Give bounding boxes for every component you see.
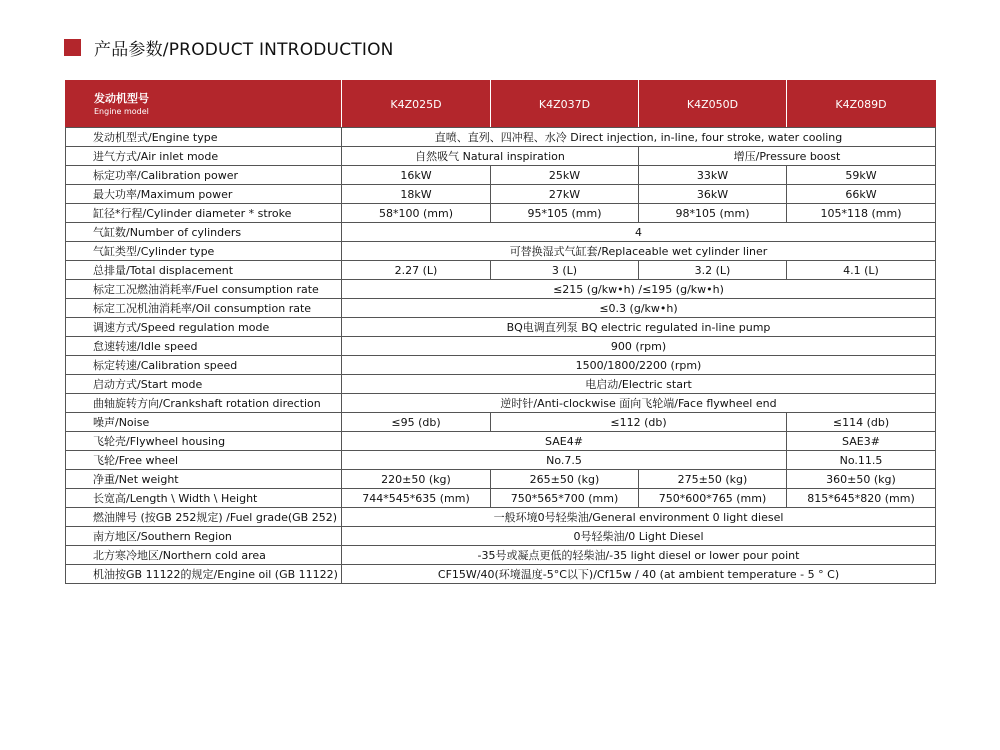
title-marker — [64, 39, 81, 56]
engine-model-label-cn: 发动机型号 — [94, 91, 149, 105]
table-cell: 33kW — [639, 166, 787, 185]
table-row — [66, 546, 936, 565]
table-cell: 275±50 (kg) — [639, 470, 787, 489]
engine-model-label-en: Engine model — [94, 106, 149, 116]
table-cell: No.7.5 — [342, 451, 787, 470]
table-row — [66, 261, 936, 280]
table-cell: 16kW — [342, 166, 491, 185]
page-header — [64, 36, 394, 58]
table-row — [66, 185, 936, 204]
row-label: 飞轮壳/Flywheel housing — [66, 432, 342, 451]
engine-model-header — [66, 81, 342, 128]
table-cell: 一般环境0号轻柴油/General environment 0 light diesel — [342, 508, 936, 527]
table-cell: 增压/Pressure boost — [639, 147, 936, 166]
row-label: 净重/Net weight — [66, 470, 342, 489]
model-column-header: K4Z050D — [639, 81, 787, 128]
row-label: 启动方式/Start mode — [66, 375, 342, 394]
table-row — [66, 299, 936, 318]
table-cell: 自然吸气 Natural inspiration — [342, 147, 639, 166]
spec-table — [65, 80, 936, 584]
table-row — [66, 489, 936, 508]
table-cell: 750*600*765 (mm) — [639, 489, 787, 508]
row-label: 进气方式/Air inlet mode — [66, 147, 342, 166]
table-cell: 4 — [342, 223, 936, 242]
table-cell: ≤95 (db) — [342, 413, 491, 432]
table-row — [66, 166, 936, 185]
table-row — [66, 375, 936, 394]
row-label: 曲轴旋转方向/Crankshaft rotation direction — [66, 394, 342, 413]
table-cell: 27kW — [491, 185, 639, 204]
row-label: 南方地区/Southern Region — [66, 527, 342, 546]
page-title: 产品参数/PRODUCT INTRODUCTION — [94, 39, 394, 60]
table-cell: SAE4# — [342, 432, 787, 451]
row-label: 最大功率/Maximum power — [66, 185, 342, 204]
table-cell: 25kW — [491, 166, 639, 185]
row-label: 总排量/Total displacement — [66, 261, 342, 280]
table-row — [66, 242, 936, 261]
table-cell: 815*645*820 (mm) — [787, 489, 936, 508]
table-cell: ≤0.3 (g/kw•h) — [342, 299, 936, 318]
row-label: 气缸数/Number of cylinders — [66, 223, 342, 242]
spec-table-body — [66, 128, 936, 584]
table-cell: ≤215 (g/kw•h) /≤195 (g/kw•h) — [342, 280, 936, 299]
table-cell: 95*105 (mm) — [491, 204, 639, 223]
table-cell: 36kW — [639, 185, 787, 204]
table-row — [66, 280, 936, 299]
table-cell: 2.27 (L) — [342, 261, 491, 280]
table-row — [66, 413, 936, 432]
row-label: 标定工况燃油消耗率/Fuel consumption rate — [66, 280, 342, 299]
row-label: 气缸类型/Cylinder type — [66, 242, 342, 261]
table-cell: 0号轻柴油/0 Light Diesel — [342, 527, 936, 546]
table-cell: 电启动/Electric start — [342, 375, 936, 394]
table-row — [66, 147, 936, 166]
table-cell: 900 (rpm) — [342, 337, 936, 356]
table-cell: 直喷、直列、四冲程、水冷 Direct injection, in-line, four stroke, water cooling — [342, 128, 936, 147]
table-row — [66, 432, 936, 451]
table-cell: 66kW — [787, 185, 936, 204]
table-cell: 4.1 (L) — [787, 261, 936, 280]
table-cell: 18kW — [342, 185, 491, 204]
table-row — [66, 470, 936, 489]
table-cell: ≤114 (db) — [787, 413, 936, 432]
row-label: 调速方式/Speed regulation mode — [66, 318, 342, 337]
table-cell: 1500/1800/2200 (rpm) — [342, 356, 936, 375]
table-row — [66, 204, 936, 223]
row-label: 燃油牌号 (按GB 252规定) /Fuel grade(GB 252) — [66, 508, 342, 527]
table-row — [66, 356, 936, 375]
table-cell: No.11.5 — [787, 451, 936, 470]
row-label: 飞轮/Free wheel — [66, 451, 342, 470]
table-cell: 可替换湿式气缸套/Replaceable wet cylinder liner — [342, 242, 936, 261]
table-row — [66, 451, 936, 470]
table-cell: 750*565*700 (mm) — [491, 489, 639, 508]
table-cell: 105*118 (mm) — [787, 204, 936, 223]
table-cell: 98*105 (mm) — [639, 204, 787, 223]
table-row — [66, 508, 936, 527]
table-row — [66, 318, 936, 337]
table-row — [66, 128, 936, 147]
model-column-header: K4Z037D — [491, 81, 639, 128]
row-label: 长宽高/Length \ Width \ Height — [66, 489, 342, 508]
table-cell: -35号或凝点更低的轻柴油/-35 light diesel or lower pour point — [342, 546, 936, 565]
table-cell: 265±50 (kg) — [491, 470, 639, 489]
row-label: 北方寒冷地区/Northern cold area — [66, 546, 342, 565]
table-cell: 逆时针/Anti-clockwise 面向飞轮端/Face flywheel end — [342, 394, 936, 413]
spec-table-header — [66, 81, 936, 128]
row-label: 噪声/Noise — [66, 413, 342, 432]
row-label: 缸径*行程/Cylinder diameter * stroke — [66, 204, 342, 223]
table-cell: 58*100 (mm) — [342, 204, 491, 223]
table-cell: 59kW — [787, 166, 936, 185]
model-column-header: K4Z089D — [787, 81, 936, 128]
row-label: 怠速转速/Idle speed — [66, 337, 342, 356]
row-label: 标定功率/Calibration power — [66, 166, 342, 185]
table-row — [66, 394, 936, 413]
table-row — [66, 565, 936, 584]
row-label: 发动机型式/Engine type — [66, 128, 342, 147]
table-cell: CF15W/40(环境温度-5°C以下)/Cf15w / 40 (at ambient temperature - 5 ° C) — [342, 565, 936, 584]
table-row — [66, 337, 936, 356]
table-cell: BQ电调直列泵 BQ electric regulated in-line pump — [342, 318, 936, 337]
table-cell: 3.2 (L) — [639, 261, 787, 280]
table-cell: ≤112 (db) — [491, 413, 787, 432]
row-label: 标定转速/Calibration speed — [66, 356, 342, 375]
table-cell: 220±50 (kg) — [342, 470, 491, 489]
table-cell: 360±50 (kg) — [787, 470, 936, 489]
table-row — [66, 223, 936, 242]
table-cell: SAE3# — [787, 432, 936, 451]
table-cell: 744*545*635 (mm) — [342, 489, 491, 508]
table-row — [66, 527, 936, 546]
model-column-header: K4Z025D — [342, 81, 491, 128]
row-label: 机油按GB 11122的规定/Engine oil (GB 11122) — [66, 565, 342, 584]
row-label: 标定工况机油消耗率/Oil consumption rate — [66, 299, 342, 318]
table-cell: 3 (L) — [491, 261, 639, 280]
